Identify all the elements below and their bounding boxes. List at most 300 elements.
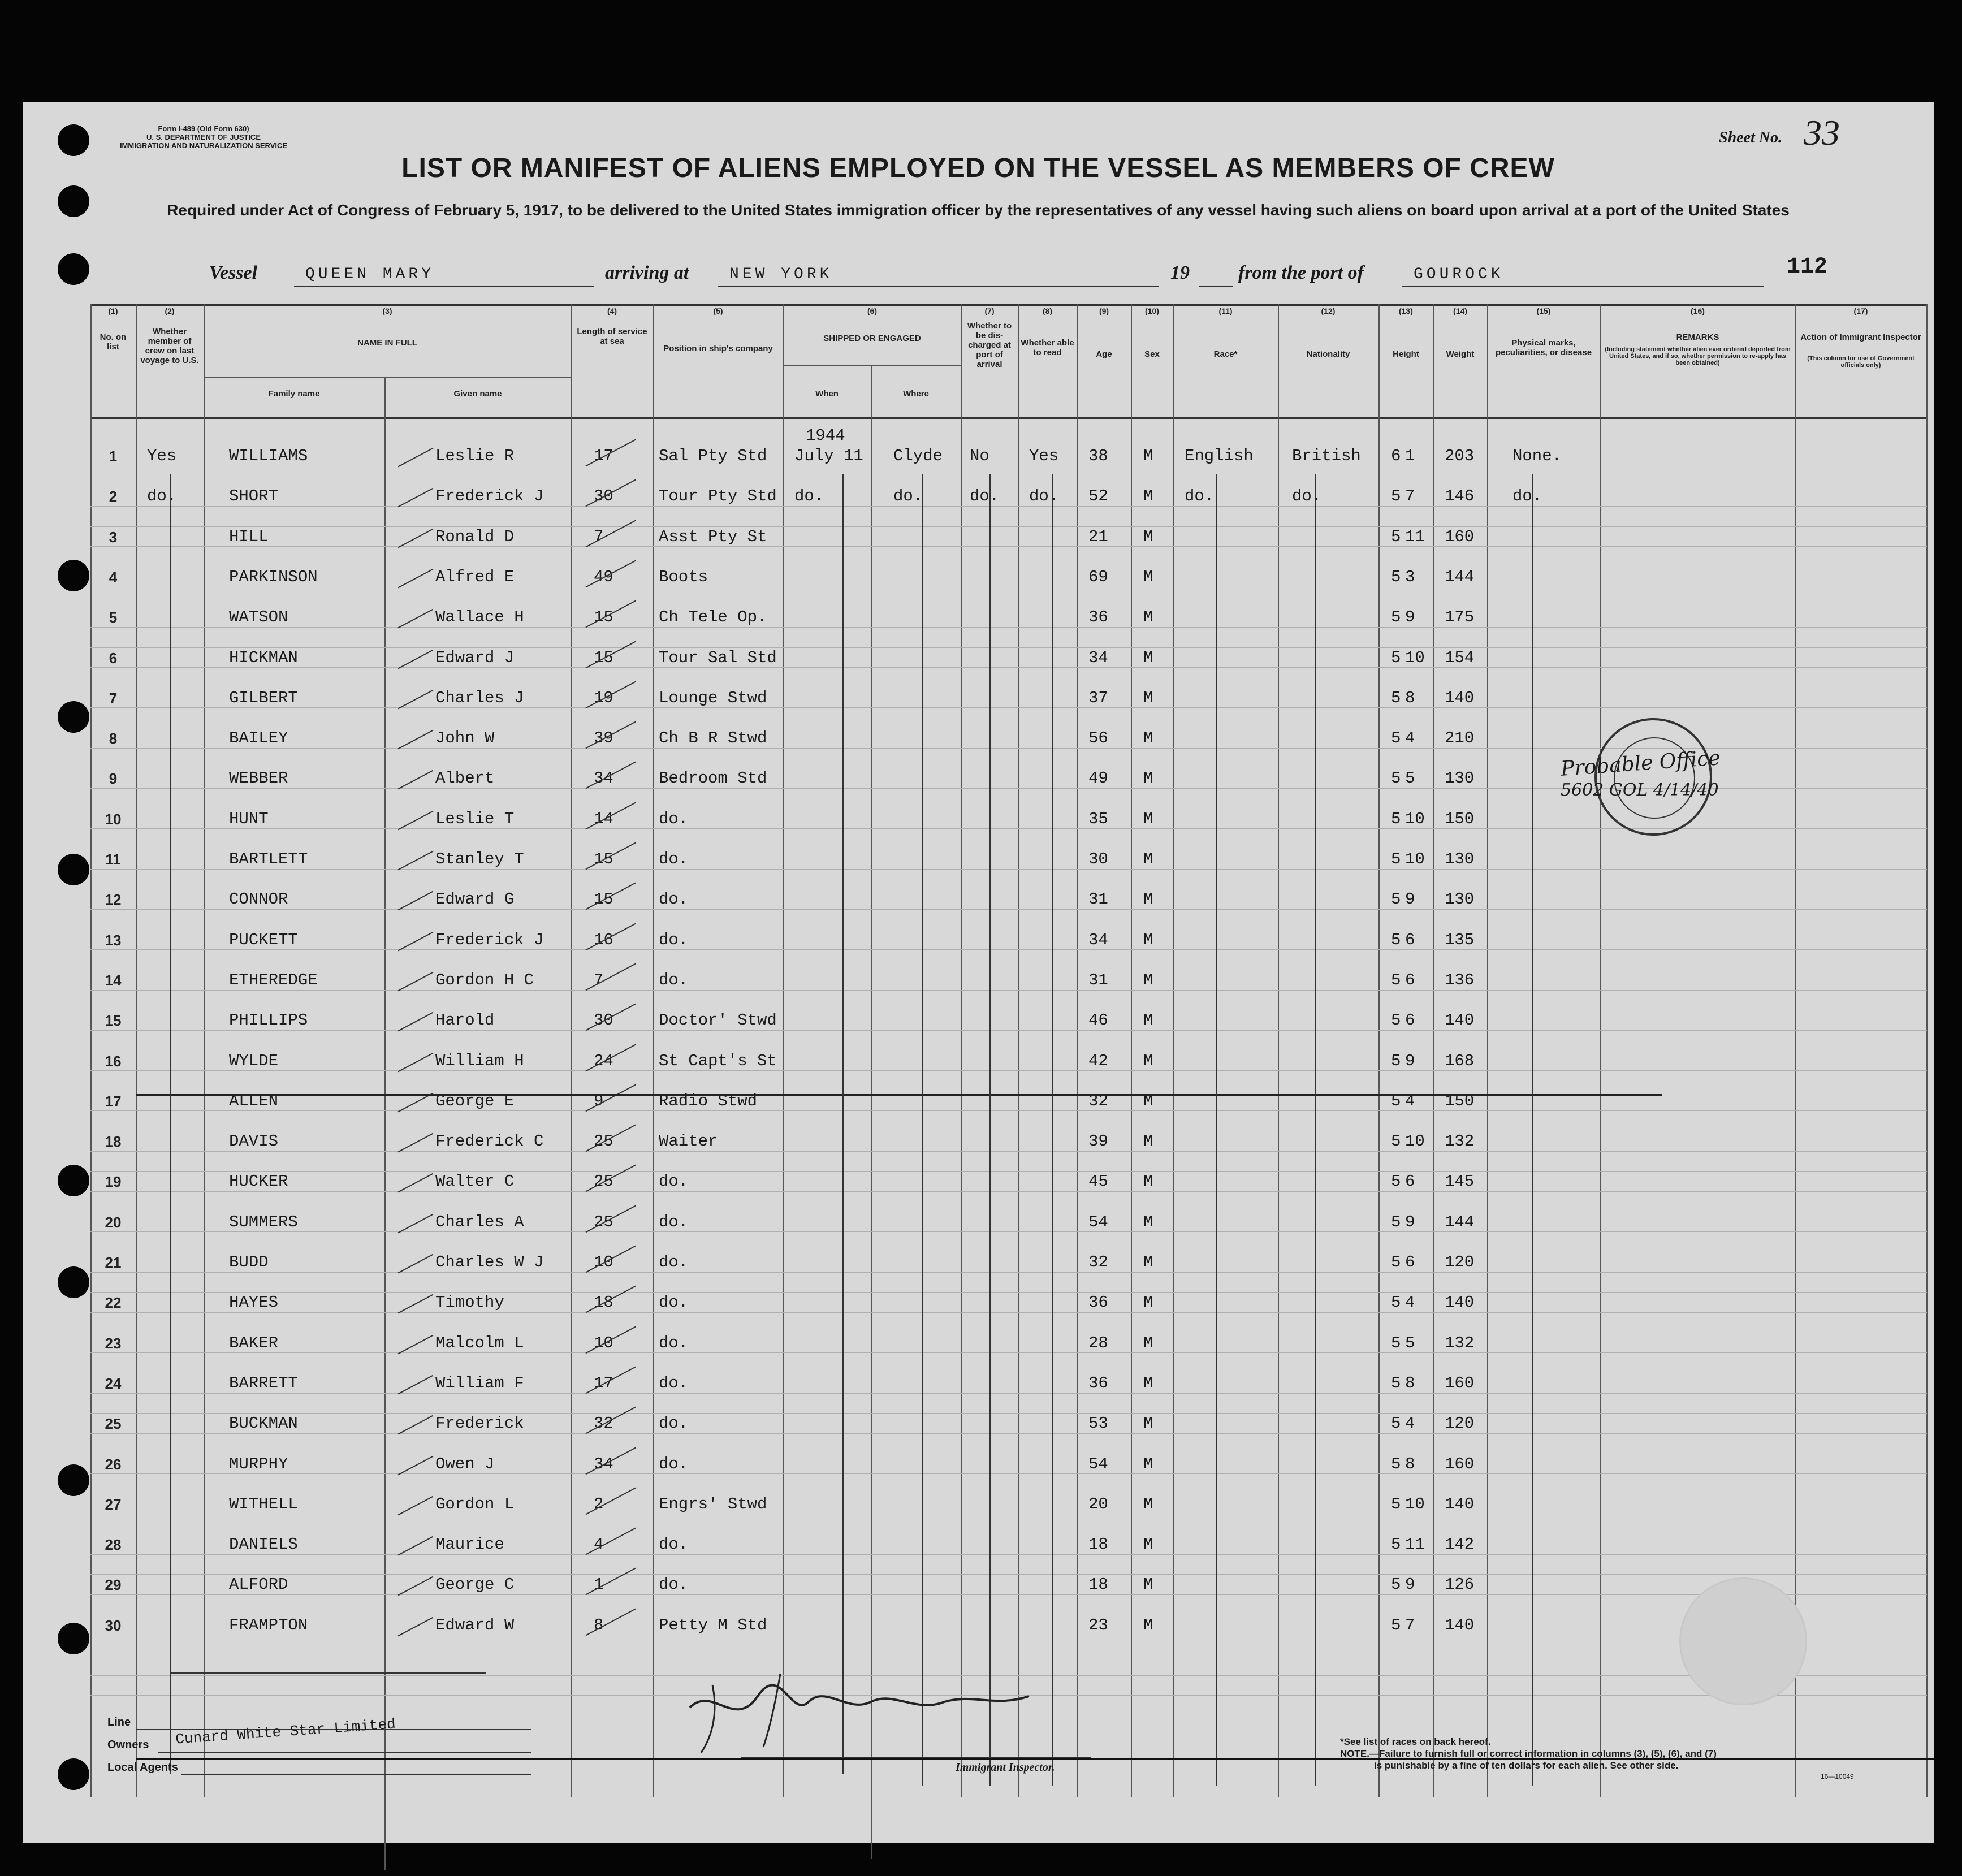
position-cell: Sal Pty Std xyxy=(659,447,767,465)
check-mark xyxy=(398,770,434,790)
service-length-cell: 1 xyxy=(594,1575,604,1594)
service-length-cell: 15 xyxy=(594,850,613,868)
service-length-cell: 8 xyxy=(594,1615,604,1635)
check-mark xyxy=(398,851,434,871)
column-number: (11) xyxy=(1218,306,1233,315)
given-name-cell: Leslie T xyxy=(435,809,515,828)
height-feet-cell: 5 xyxy=(1391,1454,1401,1473)
height-inches-cell: 1 xyxy=(1405,447,1415,465)
age-cell: 32 xyxy=(1088,1253,1108,1272)
age-cell: 30 xyxy=(1088,850,1108,868)
position-cell: do. xyxy=(659,1373,689,1393)
check-mark xyxy=(398,1415,434,1435)
sex-cell: M xyxy=(1143,1615,1153,1635)
service-length-cell: 14 xyxy=(594,809,613,828)
sex-cell: M xyxy=(1143,809,1153,828)
height-feet-cell: 5 xyxy=(1391,729,1401,748)
ditto-line xyxy=(1315,474,1316,1786)
vessel-name: QUEEN MARY xyxy=(305,266,435,283)
weight-cell: 142 xyxy=(1445,1535,1475,1554)
height-feet-cell: 5 xyxy=(1391,1575,1401,1594)
service-length-cell: 30 xyxy=(594,487,613,506)
height-feet-cell: 5 xyxy=(1391,850,1401,868)
sex-cell: M xyxy=(1143,890,1153,909)
position-cell: do. xyxy=(659,1172,689,1191)
row-number: 15 xyxy=(105,1012,122,1030)
check-mark xyxy=(398,1334,434,1354)
row-number: 16 xyxy=(105,1052,122,1070)
age-cell: 18 xyxy=(1088,1535,1108,1554)
height-feet-cell: 5 xyxy=(1391,1011,1401,1030)
height-feet-cell: 5 xyxy=(1391,930,1401,949)
row-number: 19 xyxy=(105,1173,122,1191)
from-port-label: from the port of xyxy=(1238,262,1364,283)
column-header-member-last-voyage: Whether member of crew on last voyage to U.S. xyxy=(140,327,199,365)
sheet-number: 33 xyxy=(1804,113,1840,153)
row-number: 12 xyxy=(105,891,122,909)
height-feet-cell: 5 xyxy=(1391,809,1401,828)
column-header-action: Action of Immigrant Inspector xyxy=(1800,332,1921,342)
column-number: (5) xyxy=(713,306,723,315)
age-cell: 36 xyxy=(1088,1293,1108,1312)
check-mark xyxy=(398,1052,434,1072)
family-name-cell: HICKMAN xyxy=(229,648,298,667)
given-name-cell: Charles A xyxy=(435,1212,524,1231)
height-inches-cell: 11 xyxy=(1405,527,1425,546)
position-cell: do. xyxy=(659,809,689,828)
column-number: (7) xyxy=(984,306,995,315)
shipped-when-cell: do. xyxy=(794,487,824,506)
age-cell: 54 xyxy=(1088,1454,1108,1473)
punch-hole xyxy=(58,185,89,217)
service-length-cell: 18 xyxy=(594,1293,613,1312)
column-header-where: Where xyxy=(903,389,929,399)
row-number: 9 xyxy=(109,770,118,788)
check-mark xyxy=(398,528,434,548)
nationality-cell: do. xyxy=(1292,487,1322,506)
check-mark xyxy=(398,609,434,629)
punch-hole xyxy=(58,1623,89,1654)
height-inches-cell: 6 xyxy=(1405,1253,1415,1272)
position-cell: do. xyxy=(659,1293,689,1312)
age-cell: 39 xyxy=(1088,1132,1108,1151)
given-name-cell: Gordon H C xyxy=(435,970,534,989)
weight-cell: 160 xyxy=(1445,527,1475,546)
family-name-cell: BARRETT xyxy=(229,1373,298,1393)
ditto-line xyxy=(989,474,991,1786)
crew-table xyxy=(90,304,1927,1797)
service-length-cell: 34 xyxy=(594,1454,613,1473)
height-feet-cell: 5 xyxy=(1391,1333,1401,1352)
height-feet-cell: 5 xyxy=(1391,1615,1401,1635)
weight-cell: 126 xyxy=(1445,1575,1475,1594)
family-name-cell: SHORT xyxy=(229,487,279,506)
age-cell: 36 xyxy=(1088,608,1108,627)
form-identifier xyxy=(96,124,311,150)
check-mark xyxy=(585,1608,636,1636)
check-mark xyxy=(585,1568,636,1596)
row-number: 8 xyxy=(109,730,118,747)
height-inches-cell: 4 xyxy=(1405,1091,1415,1110)
age-cell: 36 xyxy=(1088,1373,1108,1393)
column-number: (12) xyxy=(1321,306,1336,315)
given-name-cell: Charles W J xyxy=(435,1253,544,1272)
position-cell: Lounge Stwd xyxy=(659,688,767,707)
given-name-cell: Frederick J xyxy=(435,487,544,506)
age-cell: 69 xyxy=(1088,567,1108,586)
column-header-age: Age xyxy=(1096,349,1112,359)
given-name-cell: Charles J xyxy=(435,688,524,707)
column-number: (9) xyxy=(1099,306,1109,315)
weight-cell: 154 xyxy=(1445,648,1475,667)
check-mark xyxy=(398,569,434,589)
height-inches-cell: 4 xyxy=(1405,1414,1415,1433)
height-inches-cell: 10 xyxy=(1405,1494,1425,1514)
sex-cell: M xyxy=(1143,850,1153,868)
departure-port: GOUROCK xyxy=(1414,266,1504,283)
service-length-cell: 49 xyxy=(594,567,613,586)
row-number: 3 xyxy=(109,528,118,546)
height-inches-cell: 10 xyxy=(1405,1132,1425,1151)
height-inches-cell: 5 xyxy=(1405,769,1415,788)
sex-cell: M xyxy=(1143,1212,1153,1231)
age-cell: 32 xyxy=(1088,1091,1108,1110)
print-code: 16—10049 xyxy=(1821,1773,1854,1780)
able-to-read-cell: do. xyxy=(1029,487,1059,506)
position-cell: Ch Tele Op. xyxy=(659,608,767,627)
position-cell: do. xyxy=(659,1212,689,1231)
check-mark xyxy=(398,488,434,508)
inspector-label: Immigrant Inspector. xyxy=(956,1761,1055,1774)
owners-value: Cunard White Star Limited xyxy=(175,1715,396,1748)
sex-cell: M xyxy=(1143,1172,1153,1191)
column-header-remarks-note: (Including statement whether alien ever ordered deported from United States, and if so, whether permission to re-apply has been obtained) xyxy=(1605,346,1791,366)
family-name-cell: ETHEREDGE xyxy=(229,970,318,989)
check-mark xyxy=(585,963,636,991)
row-number: 5 xyxy=(109,609,118,626)
service-length-cell: 16 xyxy=(594,930,613,949)
age-cell: 52 xyxy=(1088,487,1108,506)
age-cell: 23 xyxy=(1088,1615,1108,1635)
family-name-cell: MURPHY xyxy=(229,1454,288,1473)
age-cell: 56 xyxy=(1088,729,1108,748)
height-feet-cell: 5 xyxy=(1391,1494,1401,1514)
sex-cell: M xyxy=(1143,1494,1153,1514)
column-number: (6) xyxy=(867,306,878,315)
sex-cell: M xyxy=(1143,608,1153,627)
row-number: 24 xyxy=(105,1374,122,1392)
column-header-remarks: REMARKS xyxy=(1676,332,1719,342)
check-mark xyxy=(398,730,434,750)
race-cell: do. xyxy=(1185,487,1215,506)
family-name-cell: CONNOR xyxy=(229,890,288,909)
age-cell: 38 xyxy=(1088,447,1108,465)
position-cell: Doctor' Stwd xyxy=(659,1011,777,1030)
height-inches-cell: 9 xyxy=(1405,1575,1415,1594)
family-name-cell: HAYES xyxy=(229,1293,279,1312)
service-length-cell: 2 xyxy=(594,1494,604,1514)
row-number: 4 xyxy=(109,568,118,586)
shipped-when-cell: July 11 xyxy=(794,447,863,465)
weight-cell: 203 xyxy=(1445,447,1475,465)
position-cell: Tour Sal Std xyxy=(659,648,777,667)
weight-cell: 160 xyxy=(1445,1454,1475,1473)
height-inches-cell: 8 xyxy=(1405,688,1415,707)
height-feet-cell: 5 xyxy=(1391,1293,1401,1312)
family-name-cell: BAKER xyxy=(229,1333,279,1352)
service-length-cell: 9 xyxy=(594,1091,604,1110)
sex-cell: M xyxy=(1143,1051,1153,1070)
position-cell: do. xyxy=(659,1253,689,1272)
service-length-cell: 39 xyxy=(594,729,613,748)
height-inches-cell: 6 xyxy=(1405,1172,1415,1191)
check-mark xyxy=(398,1576,434,1596)
punch-hole xyxy=(58,1266,89,1298)
check-mark xyxy=(398,1012,434,1032)
column-header-shipped: SHIPPED OR ENGAGED xyxy=(823,334,921,343)
service-length-cell: 34 xyxy=(594,769,613,788)
service-length-cell: 15 xyxy=(594,890,613,909)
given-name-cell: Leslie R xyxy=(435,447,515,465)
sex-cell: M xyxy=(1143,1454,1153,1473)
weight-cell: 168 xyxy=(1445,1051,1475,1070)
ditto-line xyxy=(1052,474,1053,1786)
check-mark xyxy=(398,689,434,709)
sex-cell: M xyxy=(1143,1132,1153,1151)
punch-hole xyxy=(58,854,89,885)
ditto-line xyxy=(1216,474,1217,1786)
family-name-cell: WILLIAMS xyxy=(229,447,308,465)
family-name-cell: PHILLIPS xyxy=(229,1011,308,1030)
column-header-no: No. on list xyxy=(100,332,127,352)
position-cell: do. xyxy=(659,1333,689,1352)
service-length-cell: 32 xyxy=(594,1414,613,1433)
height-inches-cell: 9 xyxy=(1405,890,1415,909)
height-feet-cell: 5 xyxy=(1391,769,1401,788)
given-name-cell: William F xyxy=(435,1373,524,1393)
row-number: 25 xyxy=(105,1415,122,1433)
height-feet-cell: 5 xyxy=(1391,890,1401,909)
weight-cell: 160 xyxy=(1445,1373,1475,1393)
note-penalty: NOTE.—Failure to furnish full or correct information in columns (3), (5), (6), and (7) xyxy=(1340,1748,1717,1759)
sex-cell: M xyxy=(1143,648,1153,667)
row-number: 22 xyxy=(105,1294,122,1312)
family-name-cell: DANIELS xyxy=(229,1535,298,1554)
weight-cell: 140 xyxy=(1445,1615,1475,1635)
vessel-label: Vessel xyxy=(209,262,257,283)
sex-cell: M xyxy=(1143,1011,1153,1030)
service-length-cell: 10 xyxy=(594,1253,613,1272)
position-cell: do. xyxy=(659,1535,689,1554)
given-name-cell: Wallace H xyxy=(435,608,524,627)
punch-hole xyxy=(58,1464,89,1496)
column-number: (17) xyxy=(1853,306,1868,315)
height-inches-cell: 10 xyxy=(1405,648,1425,667)
column-number: (8) xyxy=(1042,306,1053,315)
column-number: (1) xyxy=(108,306,118,315)
height-feet-cell: 5 xyxy=(1391,1132,1401,1151)
family-name-cell: ALFORD xyxy=(229,1575,288,1594)
height-feet-cell: 5 xyxy=(1391,648,1401,667)
ditto-line xyxy=(1532,474,1533,1786)
service-length-cell: 30 xyxy=(594,1011,613,1030)
height-feet-cell: 5 xyxy=(1391,608,1401,627)
punch-hole xyxy=(58,560,89,591)
service-length-cell: 17 xyxy=(594,447,613,465)
height-feet-cell: 5 xyxy=(1391,1373,1401,1393)
family-name-cell: ALLEN xyxy=(229,1091,279,1110)
sex-cell: M xyxy=(1143,1535,1153,1554)
footnote xyxy=(1340,1736,1717,1771)
arriving-label: arriving at xyxy=(605,262,689,283)
service-length-cell: 10 xyxy=(594,1333,613,1352)
column-number: (4) xyxy=(607,306,617,315)
able-to-read-cell: Yes xyxy=(1029,447,1059,465)
service-length-cell: 15 xyxy=(594,648,613,667)
shipped-where-cell: Clyde xyxy=(893,447,943,465)
weight-cell: 120 xyxy=(1445,1414,1475,1433)
height-feet-cell: 5 xyxy=(1391,487,1401,506)
age-cell: 46 xyxy=(1088,1011,1108,1030)
given-name-cell: Gordon L xyxy=(435,1494,515,1514)
age-cell: 49 xyxy=(1088,769,1108,788)
position-cell: do. xyxy=(659,970,689,989)
owners-label: Owners xyxy=(107,1739,149,1751)
punch-hole xyxy=(58,1165,89,1196)
family-name-cell: GILBERT xyxy=(229,688,298,707)
family-name-cell: HILL xyxy=(229,527,269,546)
check-mark xyxy=(398,1495,434,1515)
height-feet-cell: 5 xyxy=(1391,970,1401,989)
weight-cell: 145 xyxy=(1445,1172,1475,1191)
sex-cell: M xyxy=(1143,567,1153,586)
service-length-cell: 17 xyxy=(594,1373,613,1393)
row-number: 30 xyxy=(105,1616,122,1634)
family-name-cell: SUMMERS xyxy=(229,1212,298,1231)
ditto-line xyxy=(842,474,844,1774)
service-length-cell: 25 xyxy=(594,1212,613,1231)
discharged-cell: do. xyxy=(970,487,1000,506)
family-name-cell: DAVIS xyxy=(229,1132,279,1151)
position-cell: do. xyxy=(659,850,689,868)
ditto-line xyxy=(170,474,171,1774)
height-feet-cell: 5 xyxy=(1391,1051,1401,1070)
race-cell: English xyxy=(1185,447,1254,465)
position-cell: Boots xyxy=(659,567,708,586)
given-name-cell: Malcolm L xyxy=(435,1333,524,1352)
sex-cell: M xyxy=(1143,1414,1153,1433)
height-inches-cell: 9 xyxy=(1405,1212,1415,1231)
member-cell: Yes xyxy=(147,447,177,465)
height-inches-cell: 8 xyxy=(1405,1454,1415,1473)
position-cell: Engrs' Stwd xyxy=(659,1494,767,1514)
weight-cell: 140 xyxy=(1445,1293,1475,1312)
manifest-sheet xyxy=(23,102,1934,1843)
sex-cell: M xyxy=(1143,970,1153,989)
weight-cell: 130 xyxy=(1445,890,1475,909)
discharged-cell: No xyxy=(970,447,989,465)
row-number: 2 xyxy=(109,488,118,505)
position-cell: Waiter xyxy=(659,1132,718,1151)
shipped-year-cell: 1944 xyxy=(806,426,845,445)
weight-cell: 150 xyxy=(1445,809,1475,828)
weight-cell: 120 xyxy=(1445,1253,1475,1272)
local-agents-label: Local Agents xyxy=(107,1761,178,1774)
given-name-cell: Edward W xyxy=(435,1615,515,1635)
age-cell: 28 xyxy=(1088,1333,1108,1352)
form-number: Form I-489 (Old Form 630) xyxy=(158,124,249,133)
sex-cell: M xyxy=(1143,447,1153,465)
row-number: 23 xyxy=(105,1334,122,1352)
sex-cell: M xyxy=(1143,688,1153,707)
row-number: 7 xyxy=(109,689,118,707)
age-cell: 20 xyxy=(1088,1494,1108,1514)
sex-cell: M xyxy=(1143,1091,1153,1110)
height-feet-cell: 5 xyxy=(1391,1414,1401,1433)
weight-cell: 132 xyxy=(1445,1132,1475,1151)
position-cell: Petty M Std xyxy=(659,1615,767,1635)
given-name-cell: Stanley T xyxy=(435,850,524,868)
note-penalty-cont: is punishable by a fine of ten dollars for each alien. See other side. xyxy=(1374,1760,1679,1771)
service-length-cell: 24 xyxy=(594,1051,613,1070)
stamped-number: 112 xyxy=(1787,254,1828,280)
height-inches-cell: 4 xyxy=(1405,1293,1415,1312)
arrival-port: NEW YORK xyxy=(729,266,833,283)
family-name-cell: PUCKETT xyxy=(229,930,298,949)
age-cell: 54 xyxy=(1088,1212,1108,1231)
position-cell: do. xyxy=(659,930,689,949)
height-inches-cell: 6 xyxy=(1405,930,1415,949)
row-number: 17 xyxy=(105,1092,122,1110)
strike-line xyxy=(136,1094,1662,1096)
check-mark xyxy=(398,931,434,951)
check-mark xyxy=(398,972,434,992)
column-header-physical-marks: Physical marks, peculiarities, or disease xyxy=(1495,338,1592,357)
height-feet-cell: 5 xyxy=(1391,1091,1401,1110)
given-name-cell: Timothy xyxy=(435,1293,504,1312)
family-name-cell: WEBBER xyxy=(229,769,288,788)
height-feet-cell: 5 xyxy=(1391,1212,1401,1231)
row-number: 29 xyxy=(105,1576,122,1594)
service-length-cell: 25 xyxy=(594,1172,613,1191)
age-cell: 35 xyxy=(1088,809,1108,828)
weight-cell: 150 xyxy=(1445,1091,1475,1110)
position-cell: Radio Stwd xyxy=(659,1091,758,1110)
height-inches-cell: 8 xyxy=(1405,1373,1415,1393)
punch-hole xyxy=(58,1758,89,1790)
family-name-cell: BUCKMAN xyxy=(229,1414,298,1433)
column-number: (16) xyxy=(1691,306,1705,315)
given-name-cell: William H xyxy=(435,1051,524,1070)
height-inches-cell: 9 xyxy=(1405,608,1415,627)
sex-cell: M xyxy=(1143,527,1153,546)
given-name-cell: Walter C xyxy=(435,1172,515,1191)
height-inches-cell: 9 xyxy=(1405,1051,1415,1070)
punch-hole xyxy=(58,701,89,733)
position-cell: Bedroom Std xyxy=(659,769,767,788)
column-header-when: When xyxy=(815,389,839,399)
sex-cell: M xyxy=(1143,769,1153,788)
check-mark xyxy=(398,448,434,468)
sex-cell: M xyxy=(1143,487,1153,506)
check-mark xyxy=(398,1294,434,1314)
weight-cell: 130 xyxy=(1445,769,1475,788)
column-header-discharged: Whether to be dis-charged at port of arrival xyxy=(967,321,1012,369)
given-name-cell: Frederick J xyxy=(435,930,544,949)
service-length-cell: 4 xyxy=(594,1535,604,1554)
check-mark xyxy=(398,1375,434,1395)
height-inches-cell: 6 xyxy=(1405,1011,1415,1030)
